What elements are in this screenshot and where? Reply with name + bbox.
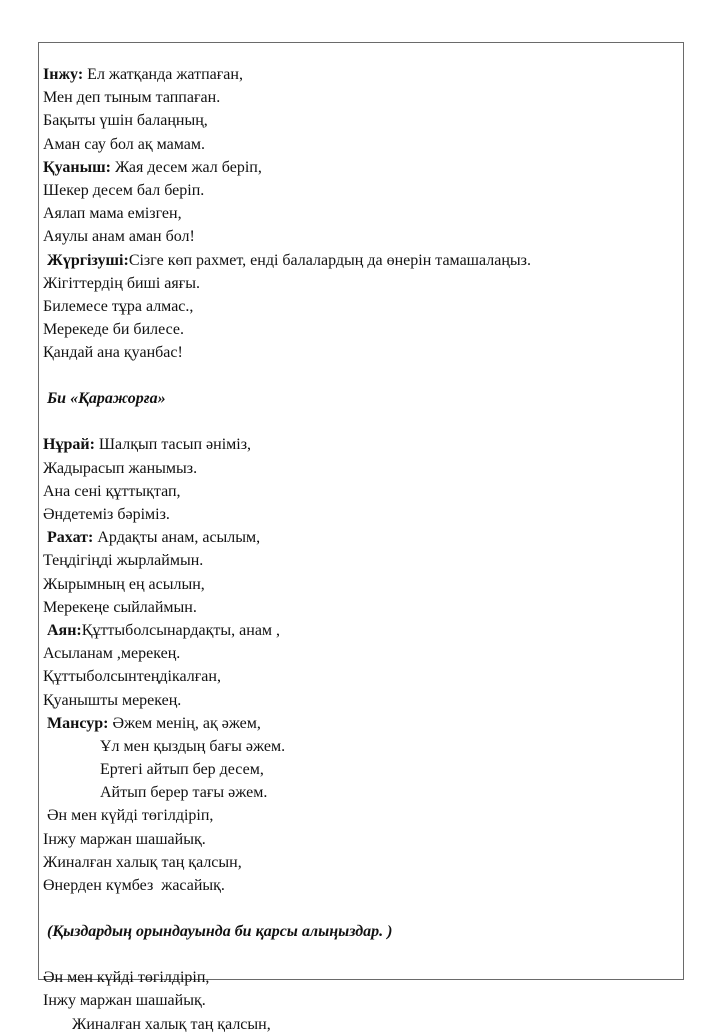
verse-line	[43, 665, 673, 688]
verse-line	[43, 341, 673, 364]
line-text: Теңдігіңді жырлаймын.	[43, 552, 204, 570]
line-text: Ән мен күйді төгілдіріп,	[43, 969, 210, 987]
line-text: Әндетеміз бәріміз.	[43, 506, 170, 523]
line-text: Қандай ана қуанбас!	[43, 344, 183, 362]
line-text: Аман сау бол ақ мамам.	[43, 135, 205, 153]
dance-heading-girls: (Қыздардың орындауында би қарсы алыңыздар. )	[43, 923, 393, 941]
verse-line	[43, 225, 673, 248]
line-text: Құттыболсынардақты, анам ,	[81, 621, 281, 639]
line-text: Інжу маржан шашайық.	[43, 992, 206, 1010]
verse-block-1	[43, 63, 673, 364]
line-text: Мерекеде би билесе.	[43, 321, 185, 339]
line-text: Жырымның ең асылын,	[43, 575, 205, 593]
verse-line	[43, 109, 673, 132]
verse-line	[43, 758, 673, 781]
speaker-name: Жүргізуші:	[43, 251, 129, 269]
verse-line	[43, 457, 673, 480]
verse-line	[43, 549, 673, 572]
line-text: Шекер десем бал беріп.	[43, 181, 205, 199]
speaker-name: Нұрай:	[43, 436, 95, 454]
line-text: Асыланам ,мерекең.	[43, 645, 181, 663]
verse-block-3	[43, 966, 673, 1036]
line-text: Жая десем жал беріп,	[110, 158, 262, 176]
line-text: Айтып берер тағы әжем.	[100, 784, 268, 802]
verse-line	[43, 202, 673, 225]
spacer	[43, 364, 673, 387]
line-text: Құттыболсынтеңдікалған,	[43, 668, 221, 686]
line-text: Жігіттердің биші аяғы.	[43, 274, 201, 292]
verse-line	[43, 781, 673, 804]
verse-line	[43, 295, 673, 318]
line-text: Ана сені құттықтап,	[43, 482, 181, 500]
dance-heading-karazhorga: Би «Қаражорға»	[43, 390, 166, 408]
verse-line	[43, 272, 673, 295]
spacer	[43, 943, 673, 966]
line-text: Әжем менің, ақ әжем,	[108, 714, 261, 732]
line-text: Сізге көп рахмет, енді балалардың да өнерін тамашалаңыз.	[128, 251, 531, 269]
line-text: Мен деп тыным таппаған.	[43, 89, 221, 107]
spacer	[43, 410, 673, 433]
line-text: Ардақты анам, асылым,	[93, 529, 261, 547]
spacer	[43, 897, 673, 920]
verse-line	[43, 874, 673, 897]
line-text: Ертегі айтып бер десем,	[100, 761, 264, 779]
line-text: Билемесе тұра алмас.,	[43, 297, 194, 315]
verse-line	[43, 503, 673, 526]
verse-line	[43, 735, 673, 758]
line-text: Жиналған халық таң қалсын,	[72, 1015, 271, 1033]
speaker-line	[43, 619, 673, 642]
verse-line	[43, 642, 673, 665]
verse-line	[43, 86, 673, 109]
verse-line	[43, 851, 673, 874]
line-text: Шалқып тасып әніміз,	[94, 436, 252, 454]
verse-line	[43, 1013, 673, 1036]
line-text: Ән мен күйді төгілдіріп,	[43, 807, 214, 825]
verse-line	[43, 318, 673, 341]
verse-line	[43, 828, 673, 851]
verse-line	[43, 689, 673, 712]
verse-block-2	[43, 433, 673, 897]
line-text: Жадырасып жанымыз.	[43, 459, 198, 477]
line-text: Жиналған халық таң қалсын,	[43, 853, 242, 871]
speaker-name: Аян:	[43, 621, 82, 639]
verse-line	[43, 966, 673, 989]
document-body	[43, 63, 673, 1036]
speaker-name: Мансур:	[43, 714, 109, 732]
line-text: Бақыты үшін балаңның,	[43, 112, 208, 130]
speaker-line	[43, 526, 673, 549]
speaker-line	[43, 433, 673, 456]
verse-line	[43, 596, 673, 619]
verse-line	[43, 573, 673, 596]
verse-line	[43, 133, 673, 156]
speaker-name: Рахат:	[43, 529, 94, 547]
line-text: Қуанышты мерекең.	[43, 691, 182, 709]
line-text: Аялап мама емізген,	[43, 205, 182, 223]
line-text: Інжу маржан шашайық.	[43, 830, 206, 848]
line-text: Ел жатқанда жатпаған,	[83, 66, 243, 83]
line-text: Аяулы анам аман бол!	[43, 228, 195, 246]
speaker-name: Інжу:	[43, 66, 84, 83]
verse-line	[43, 179, 673, 202]
speaker-line	[43, 63, 673, 86]
line-text: Ұл мен қыздың бағы әжем.	[100, 737, 286, 755]
speaker-line	[43, 249, 673, 272]
speaker-line	[43, 156, 673, 179]
verse-line	[43, 480, 673, 503]
speaker-line	[43, 712, 673, 735]
verse-line	[43, 989, 673, 1012]
speaker-name: Қуаныш:	[43, 158, 111, 176]
verse-line	[43, 804, 673, 827]
line-text: Мерекеңе сыйлаймын.	[43, 598, 197, 616]
line-text: Өнерден күмбез жасайық.	[43, 877, 225, 894]
